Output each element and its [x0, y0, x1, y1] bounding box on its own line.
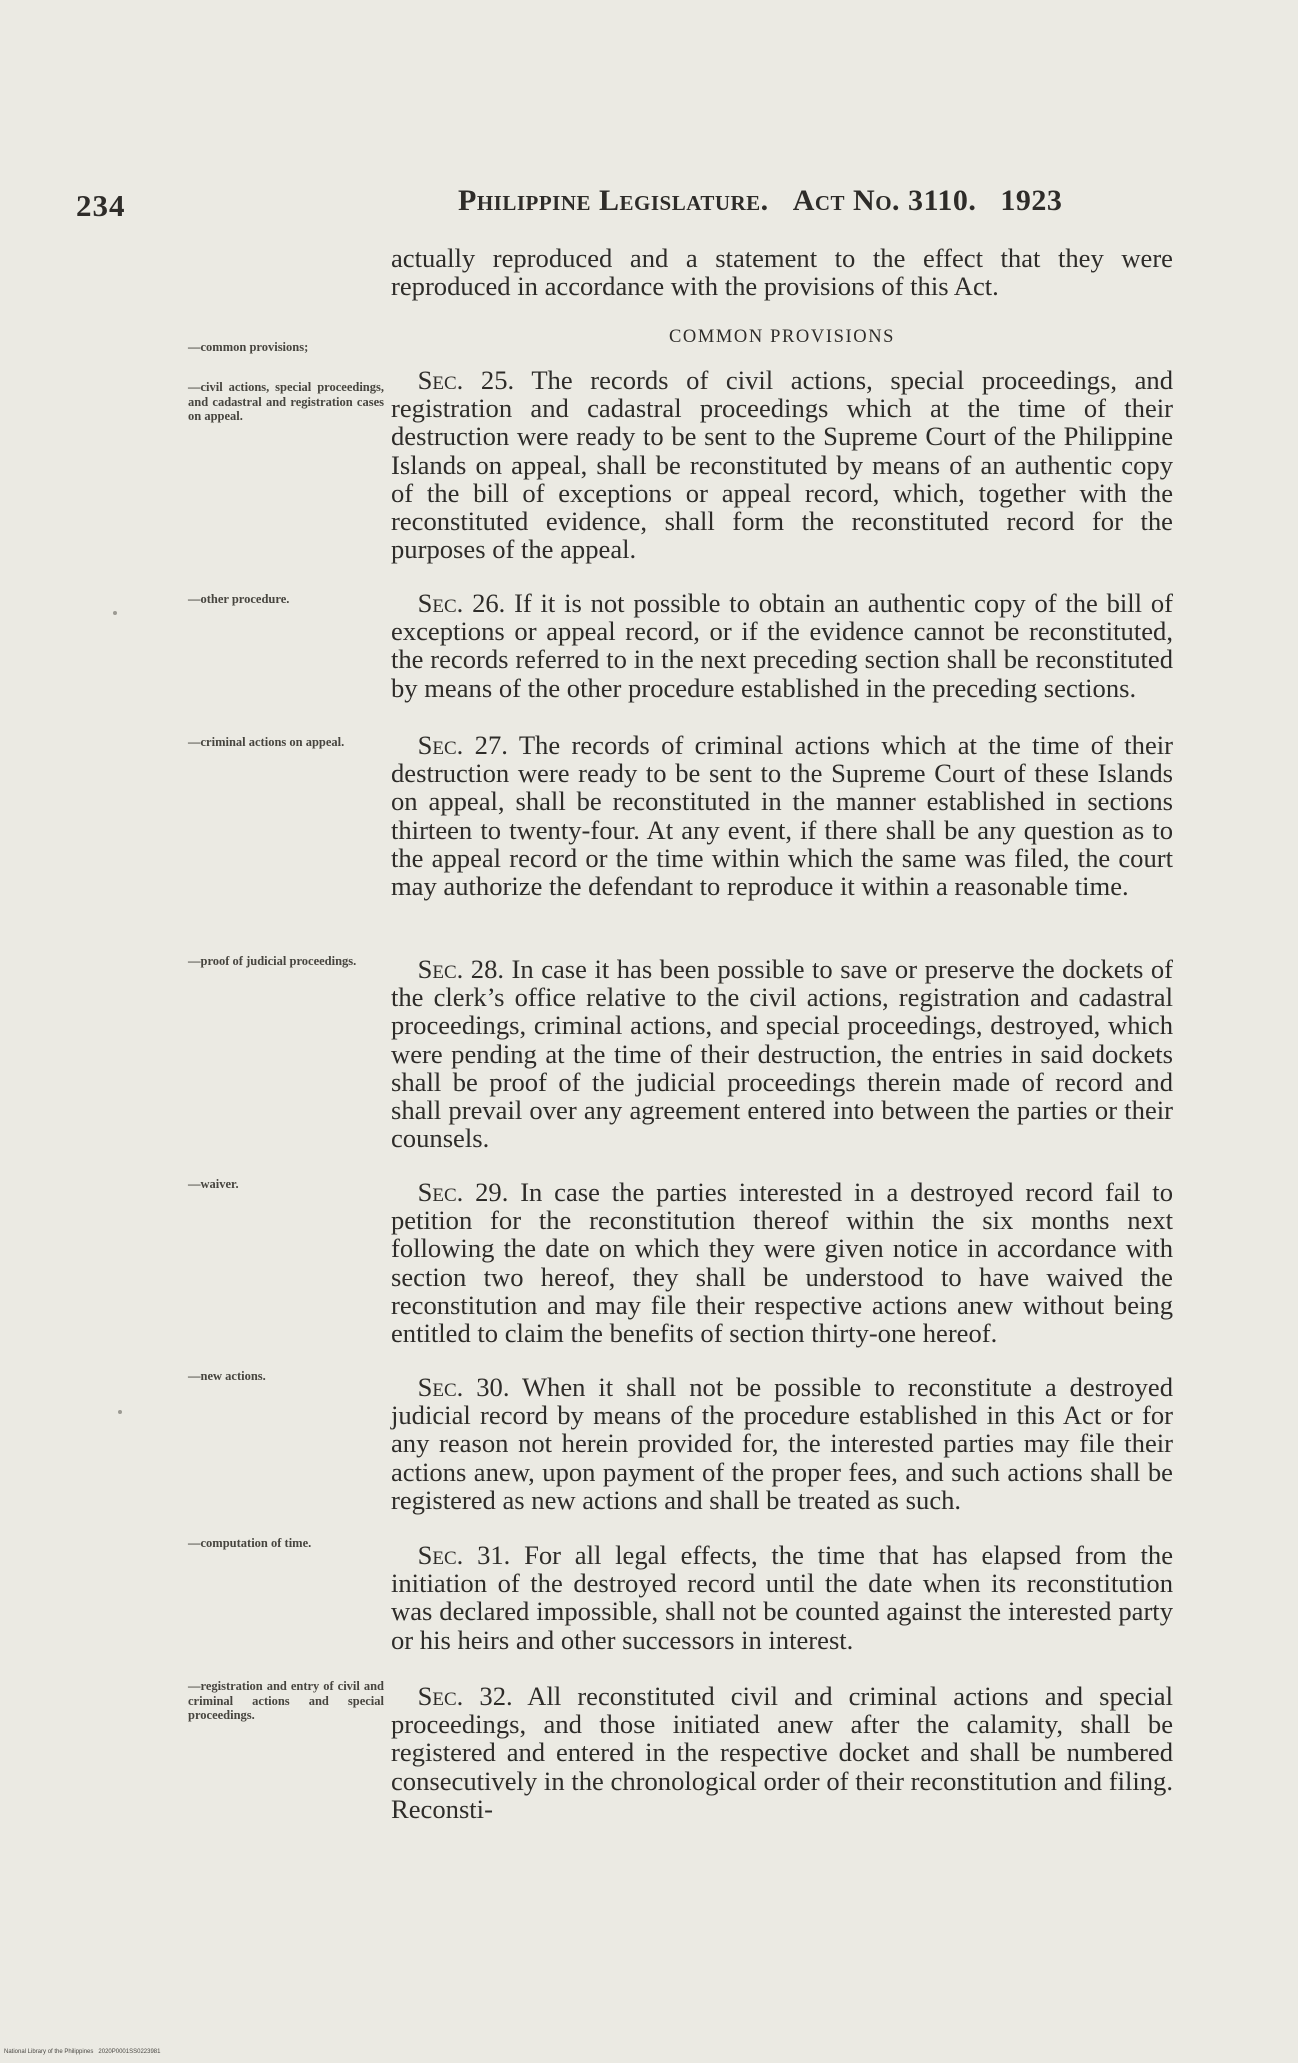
section-25-text: The records of civil actions, special proceedings, and registration and cadastral proceedings which at the time of their destruction were ready to be sent to the Supreme Court of the Philippine Islands on appeal, shall be reconstituted by means of an authentic copy of the bill of exceptions or appeal record, which, together with the reconstituted evidence, shall form the reconstituted record for the purposes of the appeal. [391, 365, 1173, 565]
paper-speck [113, 611, 117, 615]
section-27-paragraph [391, 731, 1173, 900]
section-31-label: Sec. 31. [417, 1540, 511, 1570]
continuation-paragraph: actually reproduced and a statement to the effect that they were reproduced in accordance with the provisions of this Act. [391, 243, 1173, 302]
running-head-act: Act No. 3110. [792, 184, 977, 217]
section-26-text: If it is not possible to obtain an authentic copy of the bill of exceptions or appeal record, or if the evidence cannot be reconstituted, the records referred to in the next preceding section shall be reconstituted by means of the other procedure established in the preceding sections. [391, 588, 1173, 703]
section-31-paragraph [391, 1541, 1173, 1654]
margin-note-common-provisions: —common provisions; [188, 340, 309, 354]
section-30-text: When it shall not be possible to reconstitute a destroyed judicial record by means of the procedure established in this Act or for any reason not herein provided for, the interested parties may file their actions anew, upon payment of the proper fees, and such actions shall be registered as new actions and shall be treated as such. [391, 1372, 1173, 1515]
section-26-paragraph [391, 589, 1173, 702]
section-28-label: Sec. 28. [417, 954, 505, 984]
margin-note-sec-25: —civil actions, special proceedings, and cadastral and registration cases on appeal. [188, 380, 384, 423]
margin-note-sec-32: —registration and entry of civil and criminal actions and special proceedings. [188, 1679, 384, 1722]
scan-footer [4, 2049, 160, 2055]
section-30-paragraph [391, 1373, 1173, 1514]
section-29-text: In case the parties interested in a destroyed record fail to petition for the reconstitution thereof within the six months next following the date on which they were given notice in accordance with section two hereof, they shall be understood to have waived the reconstitution and may file their respective actions anew without being entitled to claim the benefits of section thirty-one hereof. [391, 1177, 1173, 1349]
running-head-title: Philippine Legislature. [458, 184, 769, 217]
page-number: 234 [76, 188, 126, 223]
margin-note-sec-29: —waiver. [188, 1177, 239, 1191]
paper-speck [118, 1410, 122, 1414]
section-27-label: Sec. 27. [417, 730, 508, 760]
section-31-text: For all legal effects, the time that has elapsed from the initiation of the destroyed record until the date when its reconstitution was declared impossible, shall not be counted against the interested party or his heirs and other successors in interest. [391, 1540, 1173, 1655]
margin-note-sec-26: —other procedure. [188, 592, 290, 606]
section-25-paragraph [391, 366, 1173, 563]
scan-footer-library: National Library of the Philippines [4, 2049, 94, 2055]
margin-note-sec-27: —criminal actions on appeal. [188, 735, 345, 749]
section-28-text: In case it has been possible to save or preserve the dockets of the clerk’s office relative to the civil actions, registration and cadastral proceedings, criminal actions, and special proceedings, destroyed, which were pending at the time of their destruction, the entries in said dockets shall be proof of the judicial proceedings therein made of record and shall prevail over any agreement entered into between the parties or their counsels. [391, 954, 1173, 1154]
section-26-label: Sec. 26. [417, 588, 506, 618]
section-heading: COMMON PROVISIONS [668, 327, 896, 347]
section-28-paragraph [391, 955, 1173, 1152]
section-29-paragraph [391, 1178, 1173, 1347]
section-32-label: Sec. 32. [417, 1681, 513, 1711]
margin-note-sec-30: —new actions. [188, 1369, 266, 1383]
section-32-paragraph [391, 1682, 1173, 1823]
section-29-label: Sec. 29. [417, 1177, 509, 1207]
margin-note-sec-28: —proof of judicial proceedings. [188, 954, 357, 968]
running-head [458, 184, 1118, 218]
section-32-text: All reconstituted civil and criminal actions and special proceedings, and those initiated anew after the calamity, shall be registered and entered in the respective docket and shall be numbered consecutively in the chronological order of their reconstitution and filing. Reconsti- [391, 1681, 1174, 1824]
running-head-year: 1923 [1000, 184, 1063, 217]
section-25-label: Sec. 25. [417, 365, 515, 395]
section-30-label: Sec. 30. [417, 1372, 510, 1402]
scan-footer-id: 2020P0001SS0223981 [98, 2049, 161, 2055]
margin-note-sec-31: —computation of time. [188, 1536, 312, 1550]
section-27-text: The records of criminal actions which at the time of their destruction were ready to be sent to the Supreme Court of these Islands on appeal, shall be reconstituted in the manner established in sections thirteen to twenty-four. At any event, if there shall be any question as to the appeal record or the time within which the same was filed, the court may authorize the defendant to reproduce it within a reasonable time. [391, 730, 1173, 902]
